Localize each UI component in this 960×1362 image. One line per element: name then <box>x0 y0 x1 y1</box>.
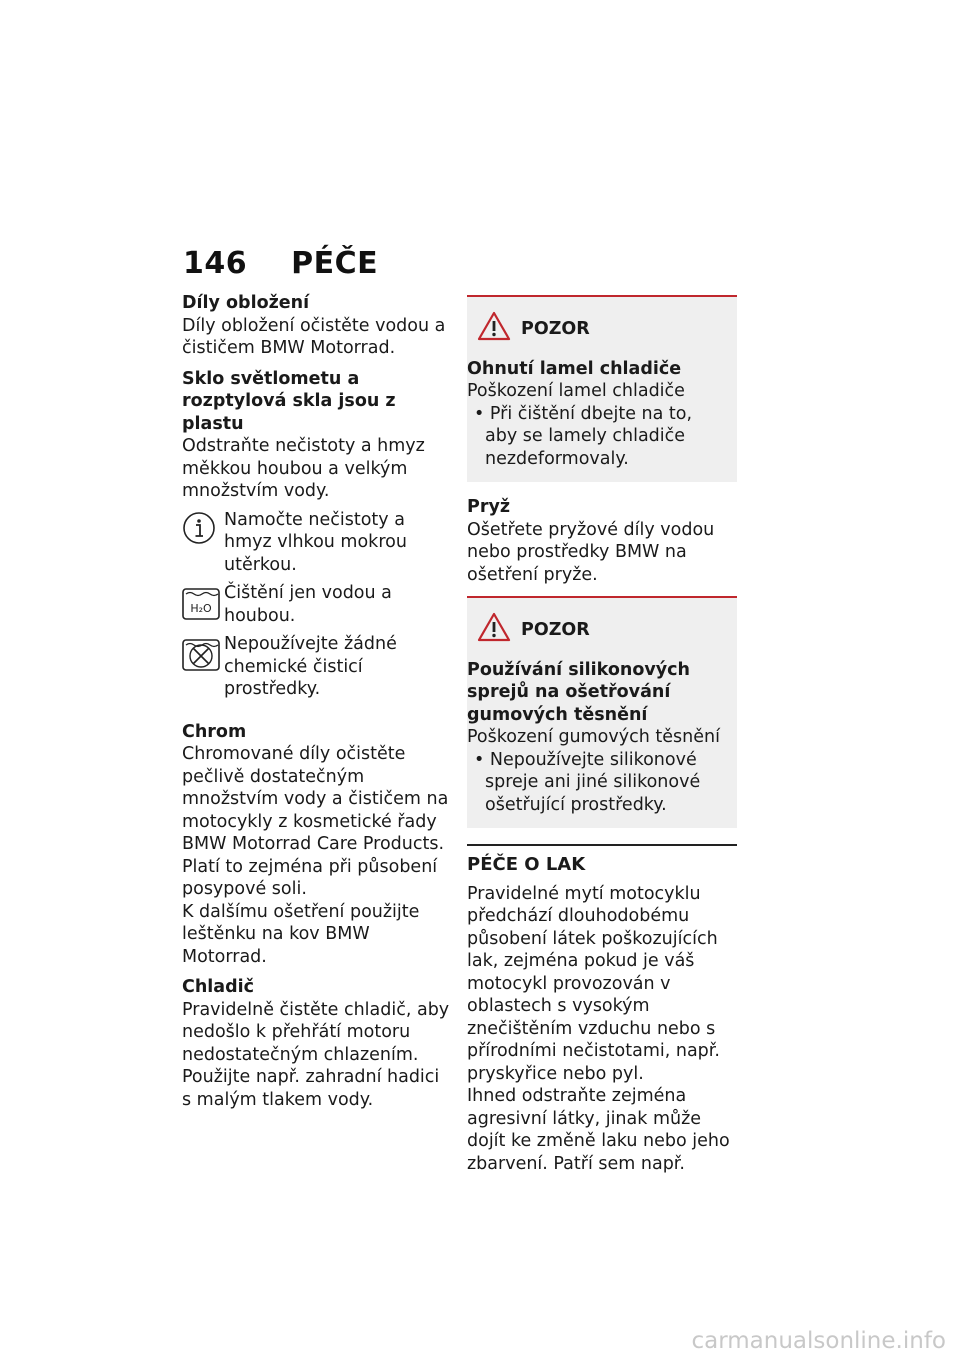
warning-list-2 <box>467 749 727 817</box>
note-no-chemicals-text: Nepoužívejte žádné chemické čisticí prostředky. <box>224 634 397 699</box>
paint-heading: PÉČE O LAK <box>467 854 586 875</box>
warning-text: Poškození lamel chladiče <box>467 381 685 401</box>
note-info-text: Namočte nečistoty a hmyz vlhkou mokrou utěrkou. <box>224 509 407 575</box>
radiator-body: Pravidelně čistěte chladič, aby nedošlo k přehřátí motoru nedostatečným chlazením. <box>182 999 450 1065</box>
page-header <box>183 246 378 281</box>
chrome-body: Chromované díly očistěte pečlivě dostatečným množstvím vody a čističem na motocykly z kosmetické řady BMW Motorrad Care Products. Platí to zejména při působení posypové soli. <box>182 744 449 899</box>
warning-bullet-2-text: Nepoužívejte silikonové spreje ani jiné silikonové ošetřující prostředky. <box>485 749 701 815</box>
lamps-heading: Sklo světlometu a rozptylová skla jsou z plastu <box>182 368 396 434</box>
paint-body: Pravidelné mytí motocyklu předchází dlouhodobému působení látek poškozujících lak, zejména pokud je váš motocykl provozován v oblastech s vysokým znečištěním vzduchu nebo s přírodními nečistotami, např. pryskyřice nebo pyl. <box>467 883 720 1084</box>
note-info <box>182 509 450 577</box>
water-only-icon <box>182 584 224 627</box>
left-column <box>182 292 450 1111</box>
warning-bullet-text: Při čištění dbejte na to, aby se lamely chladiče nezdeformovaly. <box>485 403 693 469</box>
rubber-body: Ošetřete pryžové díly vodou nebo prostředky BMW na ošetření pryže. <box>467 519 715 585</box>
warning-header-2 <box>477 612 727 649</box>
warning-bullet: • Při čištění dbejte na to, aby se lamely chladiče nezdeformovaly. <box>474 403 693 469</box>
warning-title: Ohnutí lamel chladiče <box>467 358 682 379</box>
radiator-body-2: Použijte např. zahradní hadici s malým tlakem vody. <box>182 1067 440 1110</box>
warning-label: POZOR <box>521 319 590 339</box>
note-no-chemicals <box>182 633 450 701</box>
chrome-heading: Chrom <box>182 721 247 742</box>
right-column <box>467 295 737 1175</box>
watermark: carmanualsonline.info <box>691 1328 946 1354</box>
note-water <box>182 582 450 627</box>
paint-body-2: Ihned odstraňte zejména agresivní látky, jinak může dojít ke změně laku nebo jeho zbarvení. Patří sem např. <box>467 1086 730 1174</box>
lamps-body: Odstraňte nečistoty a hmyz měkkou houbou a velkým množstvím vody. <box>182 436 425 501</box>
svg-text:H₂O: H₂O <box>190 602 212 615</box>
warning-box <box>467 295 737 482</box>
warning-triangle-icon <box>477 612 511 649</box>
no-chemicals-icon <box>182 635 224 678</box>
trim-body: Díly obložení očistěte vodou a čističem BMW Motorrad. <box>182 315 446 358</box>
warning-list <box>467 403 727 471</box>
chapter-title: PÉČE <box>291 246 379 281</box>
info-icon <box>182 511 224 552</box>
warning-label-2: POZOR <box>521 620 590 640</box>
warning-box-2 <box>467 596 737 828</box>
trim-heading: Díly obložení <box>182 293 310 313</box>
paint-section <box>467 844 737 1175</box>
page-number: 146 <box>183 246 248 281</box>
warning-text-2: Poškození gumových těsnění <box>467 727 720 747</box>
warning-bullet-2: • Nepoužívejte silikonové spreje ani jiné silikonové ošetřující prostředky. <box>474 749 701 815</box>
warning-title-2: Používání silikonových sprejů na ošetřování gumových těsnění <box>467 659 690 725</box>
note-water-text: Čištění jen vodou a houbou. <box>224 583 392 626</box>
chrome-body-2: K dalšímu ošetření použijte leštěnku na kov BMW Motorrad. <box>182 901 420 967</box>
radiator-heading: Chladič <box>182 977 255 997</box>
rubber-heading: Pryž <box>467 497 511 517</box>
warning-triangle-icon <box>477 311 511 348</box>
warning-header <box>477 311 727 348</box>
